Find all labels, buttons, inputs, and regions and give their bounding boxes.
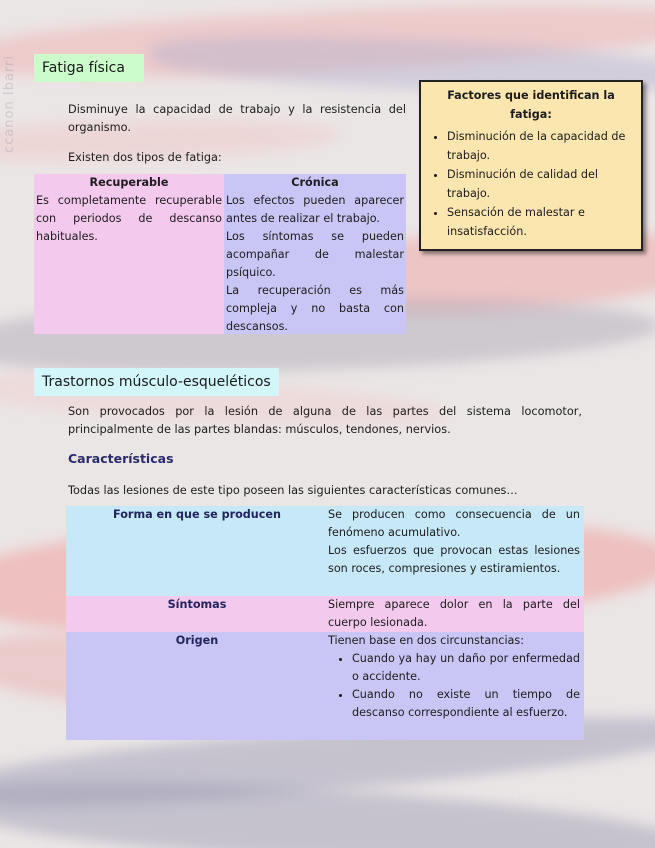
factors-list [431, 127, 631, 241]
heading-fatiga-fisica: Fatiga física [34, 54, 144, 82]
fatigue-factors-box [419, 80, 643, 251]
row-sintomas [66, 596, 584, 632]
origen-label: Origen [175, 634, 219, 647]
factors-title: Factores que identifican la fatiga: [447, 89, 615, 121]
cronica-line-1: Los efectos pueden aparecer antes de realizar el trabajo. [226, 194, 404, 225]
fatiga-intro: Disminuye la capacidad de trabajo y la resistencia del organismo. [68, 103, 406, 134]
trastornos-intro: Son provocados por la lesión de alguna de las partes del sistema locomotor, principalmente de las partes blandas: músculos, tendones, nervios. [68, 405, 582, 436]
watermark-text: ccanon Ibarri [2, 55, 17, 153]
sintomas-label: Síntomas [167, 598, 227, 611]
origen-text [328, 632, 584, 740]
forma-line-1: Se producen como consecuencia de un fenómeno acumulativo. [328, 508, 580, 539]
fatiga-types-intro: Existen dos tipos de fatiga: [68, 151, 222, 164]
sintomas-text: Siempre aparece dolor en la parte del cuerpo lesionada. [328, 598, 580, 629]
factor-item: • Disminución de calidad del trabajo. [447, 165, 631, 203]
forma-text [328, 506, 584, 596]
recuperable-title: Recuperable [89, 176, 169, 189]
recuperable-column [34, 174, 224, 334]
forma-line-2: Los esfuerzos que provocan estas lesiones son roces, compresiones y estiramientos. [328, 544, 580, 575]
cronica-line-3: La recuperación es más compleja y no basta con descansos. [226, 284, 404, 333]
heading-trastornos: Trastornos músculo-esqueléticos [34, 368, 279, 396]
recuperable-text: Es completamente recuperable con periodos de descanso habituales. [36, 194, 222, 243]
cronica-title: Crónica [291, 176, 339, 189]
row-forma [66, 506, 584, 596]
origen-intro: Tienen base en dos circunstancias: [328, 634, 525, 647]
origen-list [328, 650, 580, 722]
factor-item: • Disminución de la capacidad de trabajo. [447, 127, 631, 165]
forma-label: Forma en que se producen [113, 508, 281, 521]
caracteristicas-lead: Todas las lesiones de este tipo poseen las siguientes características comunes… [68, 484, 518, 497]
factor-item: • Sensación de malestar e insatisfacción. [447, 203, 631, 241]
origen-item: • Cuando no existe un tiempo de descanso correspondiente al esfuerzo. [352, 686, 580, 722]
row-origen [66, 632, 584, 740]
caracteristicas-subheading: Características [68, 451, 174, 466]
origen-item: • Cuando ya hay un daño por enfermedad o accidente. [352, 650, 580, 686]
cronica-line-2: Los síntomas se pueden acompañar de malestar psíquico. [226, 230, 404, 279]
cronica-column [224, 174, 406, 334]
characteristics-table [66, 506, 584, 740]
fatigue-types-table [34, 174, 406, 334]
